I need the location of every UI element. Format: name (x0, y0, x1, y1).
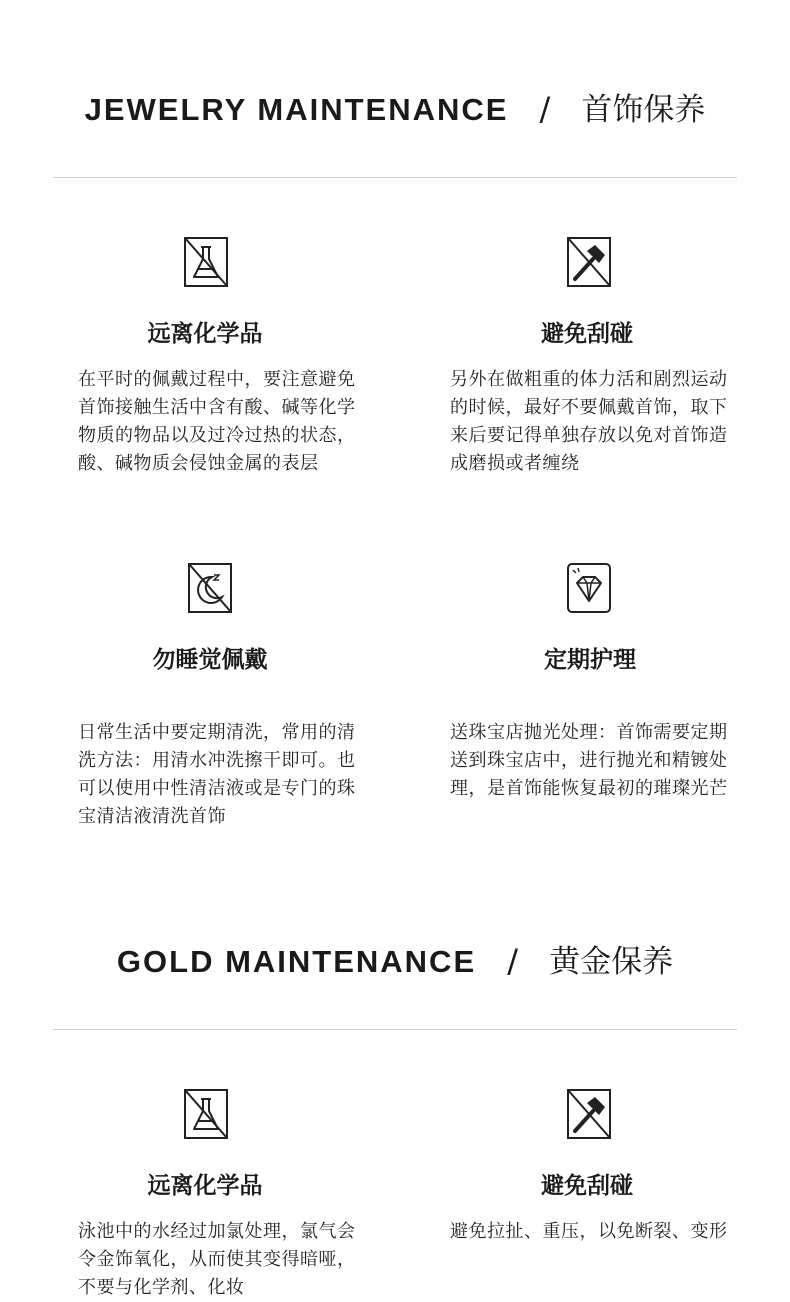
section-divider (53, 177, 737, 178)
item-description: 泳池中的水经过加氯处理，氯气会令金饰氧化，从而使其变得暗哑，不要与化学剂、化妆 (78, 1221, 356, 1298)
hammer-icon (567, 237, 611, 287)
item-title: 勿睡觉佩戴 (152, 647, 268, 673)
item-description: 另外在做粗重的体力活和剧烈运动的时候，最好不要佩戴首饰，取下来后要记得单独存放以免对首饰造成磨损或者缠绕 (450, 369, 728, 474)
diamond-icon (567, 563, 611, 613)
item-title: 远离化学品 (147, 321, 263, 347)
chemical-flask-icon (184, 237, 228, 287)
title-separator: / (507, 942, 518, 980)
section-header-jewelry (0, 84, 790, 129)
section-title-zh: 首饰保养 (581, 92, 706, 128)
title-separator: / (539, 90, 551, 128)
item-title: 定期护理 (544, 647, 636, 673)
section-title-en: JEWELRY MAINTENANCE (84, 92, 509, 127)
section-title-en: GOLD MAINTENANCE (116, 944, 477, 979)
item-description: 避免拉扯、重压，以免断裂、变形 (450, 1221, 728, 1242)
moon-sleep-icon (188, 563, 232, 613)
section-header-gold (0, 936, 790, 981)
item-title: 避免刮碰 (541, 321, 633, 347)
item-title: 远离化学品 (147, 1173, 263, 1199)
item-description: 送珠宝店抛光处理：首饰需要定期送到珠宝店中，进行抛光和精镀处理，是首饰能恢复最初的璀璨光芒 (450, 722, 728, 799)
section-title-zh: 黄金保养 (549, 944, 674, 980)
item-description: 日常生活中要定期清洗，常用的清洗方法：用清水冲洗擦干即可。也可以使用中性清洁液或是专门的珠宝清洁液清洗首饰 (78, 722, 356, 827)
item-title: 避免刮碰 (541, 1173, 633, 1199)
hammer-icon (567, 1089, 611, 1139)
item-description: 在平时的佩戴过程中，要注意避免首饰接触生活中含有酸、碱等化学物质的物品以及过冷过热的状态，酸、碱物质会侵蚀金属的表层 (78, 369, 356, 474)
section-divider (53, 1029, 737, 1030)
chemical-flask-icon (184, 1089, 228, 1139)
